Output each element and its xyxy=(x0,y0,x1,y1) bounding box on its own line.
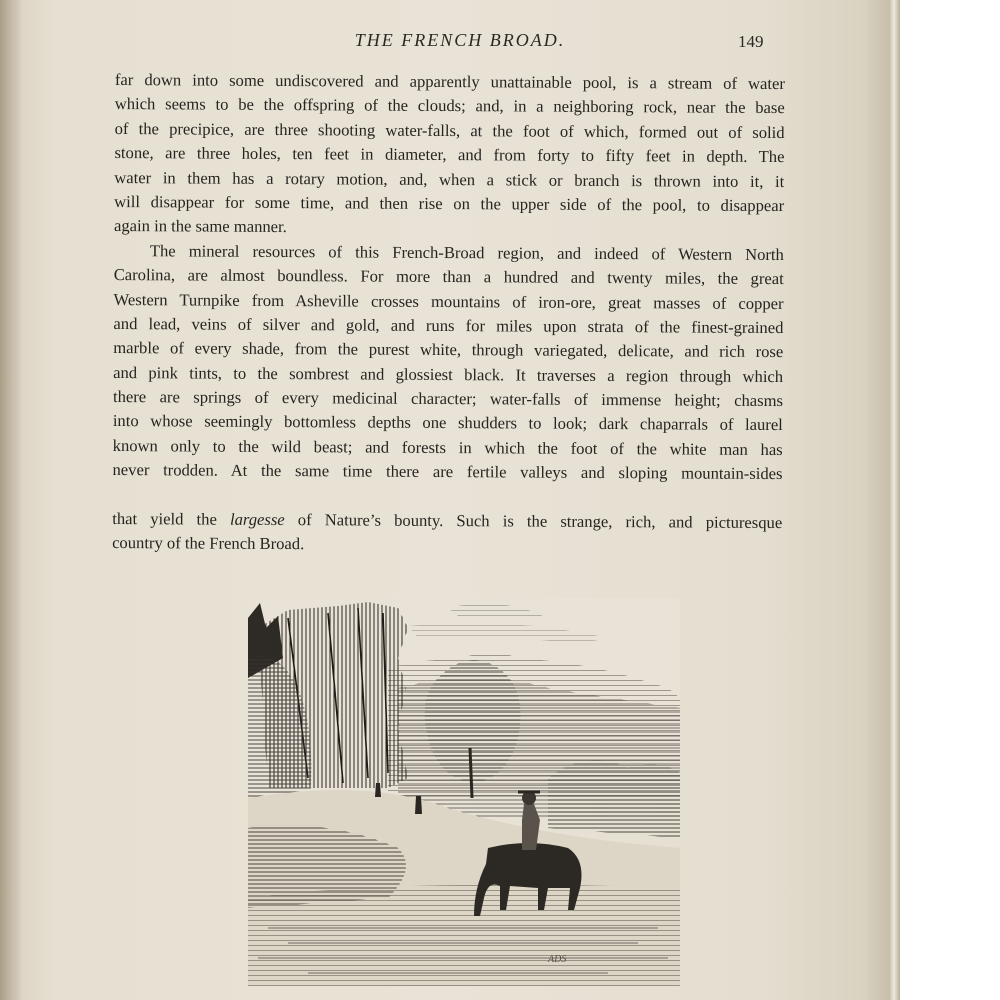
text-line: water in them has a rotary motion, and, when a stick or branch is thrown into it, it xyxy=(114,167,785,191)
text-line: Carolina, are almost boundless. For more than a hundred and twenty miles, the great xyxy=(113,265,784,289)
text-line: there are springs of every medicinal character; water-falls of immense height; chasms xyxy=(112,387,784,411)
text-segment: that yield the xyxy=(112,509,231,529)
text-line: never trodden. At the same time there are fertile valleys and sloping mountain-sides xyxy=(112,460,783,484)
text-line: stone, are three holes, ten feet in diameter, and from forty to fifty feet in depth. The xyxy=(114,143,785,167)
text-line: The mineral resources of this French-Broad region, and indeed of Western North xyxy=(149,240,784,264)
paragraph-2 xyxy=(112,239,784,560)
text-line: marble of every shade, from the purest white, through variegated, delicate, and rich rose xyxy=(113,338,784,362)
binding-shadow xyxy=(0,0,22,1000)
text-line: and pink tints, to the sombrest and glossiest black. It traverses a region through which xyxy=(113,362,784,386)
running-head: THE FRENCH BROAD. xyxy=(354,30,566,50)
text-line: and lead, veins of silver and gold, and runs for miles upon strata of the finest-grained xyxy=(113,313,784,337)
engraving-illustration xyxy=(248,598,680,986)
text-line: will disappear for some time, and then rise on the upper side of the pool, to disappear xyxy=(114,191,785,216)
body-text xyxy=(112,68,785,560)
text-line: into whose seemingly bottomless depths one shudders to look; dark chaparrals of laurel xyxy=(112,411,783,435)
text-line: Western Turnpike from Asheville crosses mountains of iron-ore, great masses of copper xyxy=(113,289,784,313)
text-line: far down into some undiscovered and apparently unattainable pool, is a stream of water xyxy=(114,69,785,94)
text-line: which seems to be the offspring of the clouds; and, in a neighboring rock, near the base xyxy=(114,94,785,118)
text-line: again in the same manner. xyxy=(113,216,287,237)
background-margin xyxy=(900,0,1000,1000)
text-line: known only to the wild beast; and forests in which the foot of the white man has xyxy=(112,435,783,459)
text-segment: of Nature’s bounty. Such is the strange, rich, and picturesque xyxy=(284,510,783,533)
page-edge xyxy=(890,0,900,1000)
text-line: of the precipice, are three shooting water-falls, at the foot of which, formed out of solid xyxy=(114,118,785,142)
page-number: 149 xyxy=(738,32,764,51)
italic-word: largesse xyxy=(229,509,285,530)
engraver-signature: ADS xyxy=(548,954,567,965)
text-line: country of the French Broad. xyxy=(112,533,305,554)
paragraph-1 xyxy=(114,68,785,243)
